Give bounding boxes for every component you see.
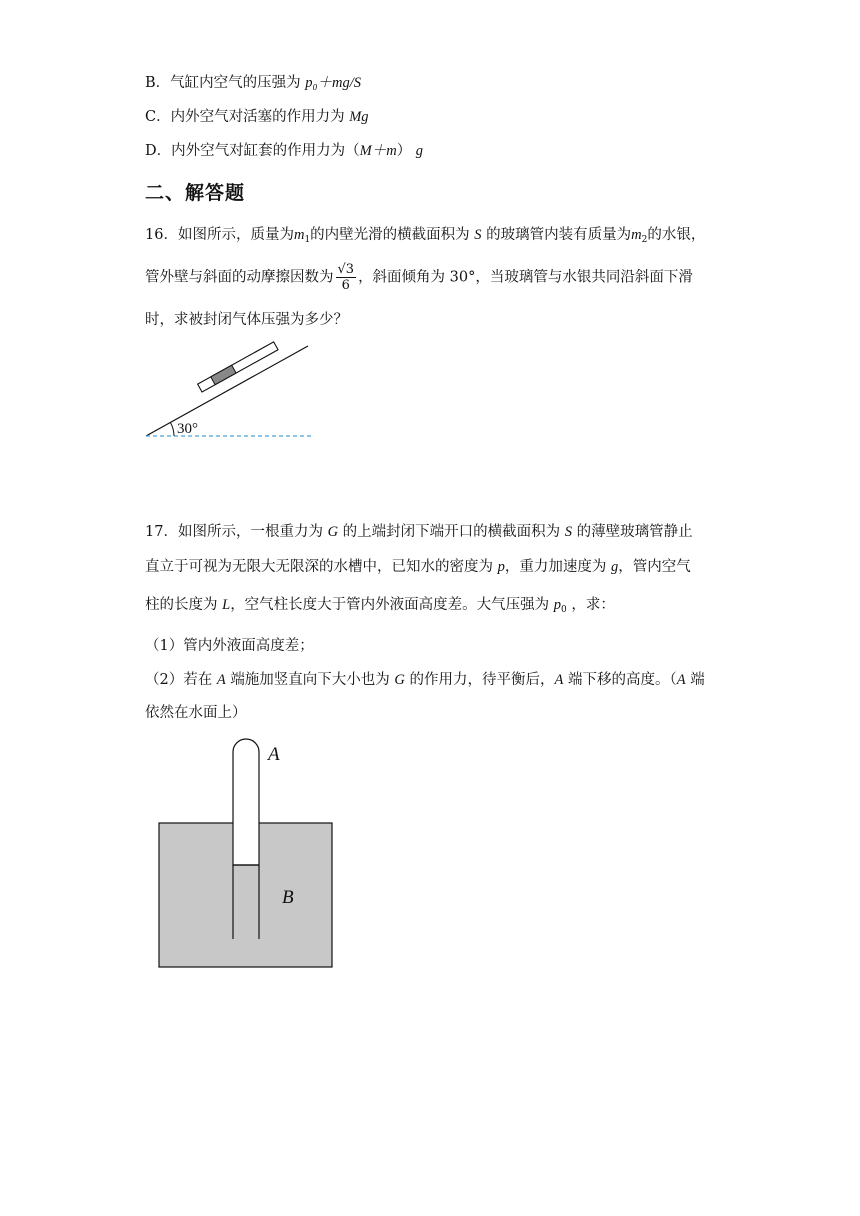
q17-part-1: （1）管内外液面高度差； bbox=[145, 638, 314, 654]
q16-text-4: 的水银， bbox=[647, 227, 706, 243]
q17-L: L bbox=[222, 597, 231, 613]
q17-text-14: 端 bbox=[690, 672, 705, 688]
air-column bbox=[233, 739, 259, 865]
angle-arc bbox=[171, 423, 175, 436]
q17-text-1: 17．如图所示，一根重力为 bbox=[145, 524, 323, 540]
incline-line bbox=[146, 346, 308, 436]
option-d-expr: M＋m bbox=[359, 143, 397, 159]
label-A: A bbox=[268, 744, 280, 765]
q17-A1: A bbox=[216, 672, 226, 688]
q17-tank-figure bbox=[155, 735, 355, 975]
q17-text-4: 直立于可视为无限大无限深的水槽中，已知水的密度为 bbox=[145, 559, 493, 575]
q17-rho: p bbox=[497, 559, 505, 575]
q17-A2: A bbox=[554, 672, 564, 688]
option-c-expr: Mg bbox=[349, 109, 369, 125]
q17-text-5: ，重力加速度为 bbox=[504, 559, 607, 575]
q17-text-12: 的作用力，待平衡后， bbox=[409, 672, 555, 688]
q17-A3: A bbox=[676, 672, 686, 688]
q17-text-11: 端施加竖直向下大小也为 bbox=[230, 672, 390, 688]
q16-m2: m bbox=[631, 227, 642, 243]
q17-text-9: ，求： bbox=[571, 597, 615, 613]
option-b bbox=[145, 73, 361, 93]
q17-line-3 bbox=[145, 595, 615, 620]
q17-g: g bbox=[610, 559, 619, 575]
q17-G2: G bbox=[394, 672, 405, 688]
option-d-text: D．内外空气对缸套的作用力为（ bbox=[145, 143, 360, 159]
q16-text-2: 的内壁光滑的横截面积为 bbox=[310, 227, 470, 243]
q16-m2-sub: 2 bbox=[641, 235, 648, 245]
q16-line-2 bbox=[145, 262, 693, 293]
q17-part-2 bbox=[145, 670, 705, 690]
q17-line-1 bbox=[145, 522, 693, 542]
q17-text-8: ，空气柱长度大于管内外液面高度差。大气压强为 bbox=[230, 597, 550, 613]
q17-S: S bbox=[564, 524, 573, 540]
option-d-suffix: ） bbox=[396, 143, 412, 159]
q16-line-3: 时，求被封闭气体压强为多少？ bbox=[145, 312, 348, 328]
q16-S: S bbox=[474, 227, 482, 243]
option-d bbox=[145, 141, 423, 161]
option-d-g: g bbox=[415, 143, 424, 159]
angle-label: 30° bbox=[177, 421, 198, 437]
q17-text-2: 的上端封闭下端开口的横截面积为 bbox=[342, 524, 561, 540]
q17-p0: p bbox=[553, 597, 562, 613]
q16-fraction bbox=[336, 262, 357, 293]
q17-line-2 bbox=[145, 557, 691, 577]
q16-frac-num: √3 bbox=[337, 262, 355, 277]
q16-text-3: 的玻璃管内装有质量为 bbox=[486, 227, 632, 243]
q16-incline-figure bbox=[140, 340, 320, 445]
mercury-column bbox=[211, 365, 236, 385]
q16-m1: m bbox=[293, 227, 305, 243]
q17-text-7: 柱的长度为 bbox=[145, 597, 218, 613]
option-c-text: C．内外空气对活塞的作用力为 bbox=[145, 109, 350, 125]
label-B: B bbox=[282, 887, 294, 908]
q17-G: G bbox=[327, 524, 339, 540]
q17-text-10: （2）若在 bbox=[145, 672, 213, 688]
q17-text-6: ，管内空气 bbox=[618, 559, 691, 575]
q16-m1-sub: 1 bbox=[304, 235, 311, 245]
q17-p0-sub: 0 bbox=[561, 605, 567, 615]
q17-text-13: 端下移的高度。（ bbox=[567, 672, 677, 688]
q17-part-2-cont: 依然在水面上） bbox=[145, 705, 247, 721]
q16-text-1: 16．如图所示，质量为 bbox=[145, 227, 294, 243]
q16-frac-den: 6 bbox=[341, 278, 350, 293]
option-b-expr: p₀＋mg/S bbox=[305, 75, 362, 91]
option-c bbox=[145, 107, 369, 127]
section-title: 二、解答题 bbox=[145, 182, 246, 204]
option-b-text: B．气缸内空气的压强为 bbox=[145, 75, 306, 91]
q16-text-6: ，斜面倾角为 30°，当玻璃管与水银共同沿斜面下滑 bbox=[358, 269, 693, 286]
q16-line-1 bbox=[145, 225, 705, 250]
q16-text-5: 管外壁与斜面的动摩擦因数为 bbox=[145, 269, 334, 286]
q17-text-3: 的薄壁玻璃管静止 bbox=[576, 524, 693, 540]
